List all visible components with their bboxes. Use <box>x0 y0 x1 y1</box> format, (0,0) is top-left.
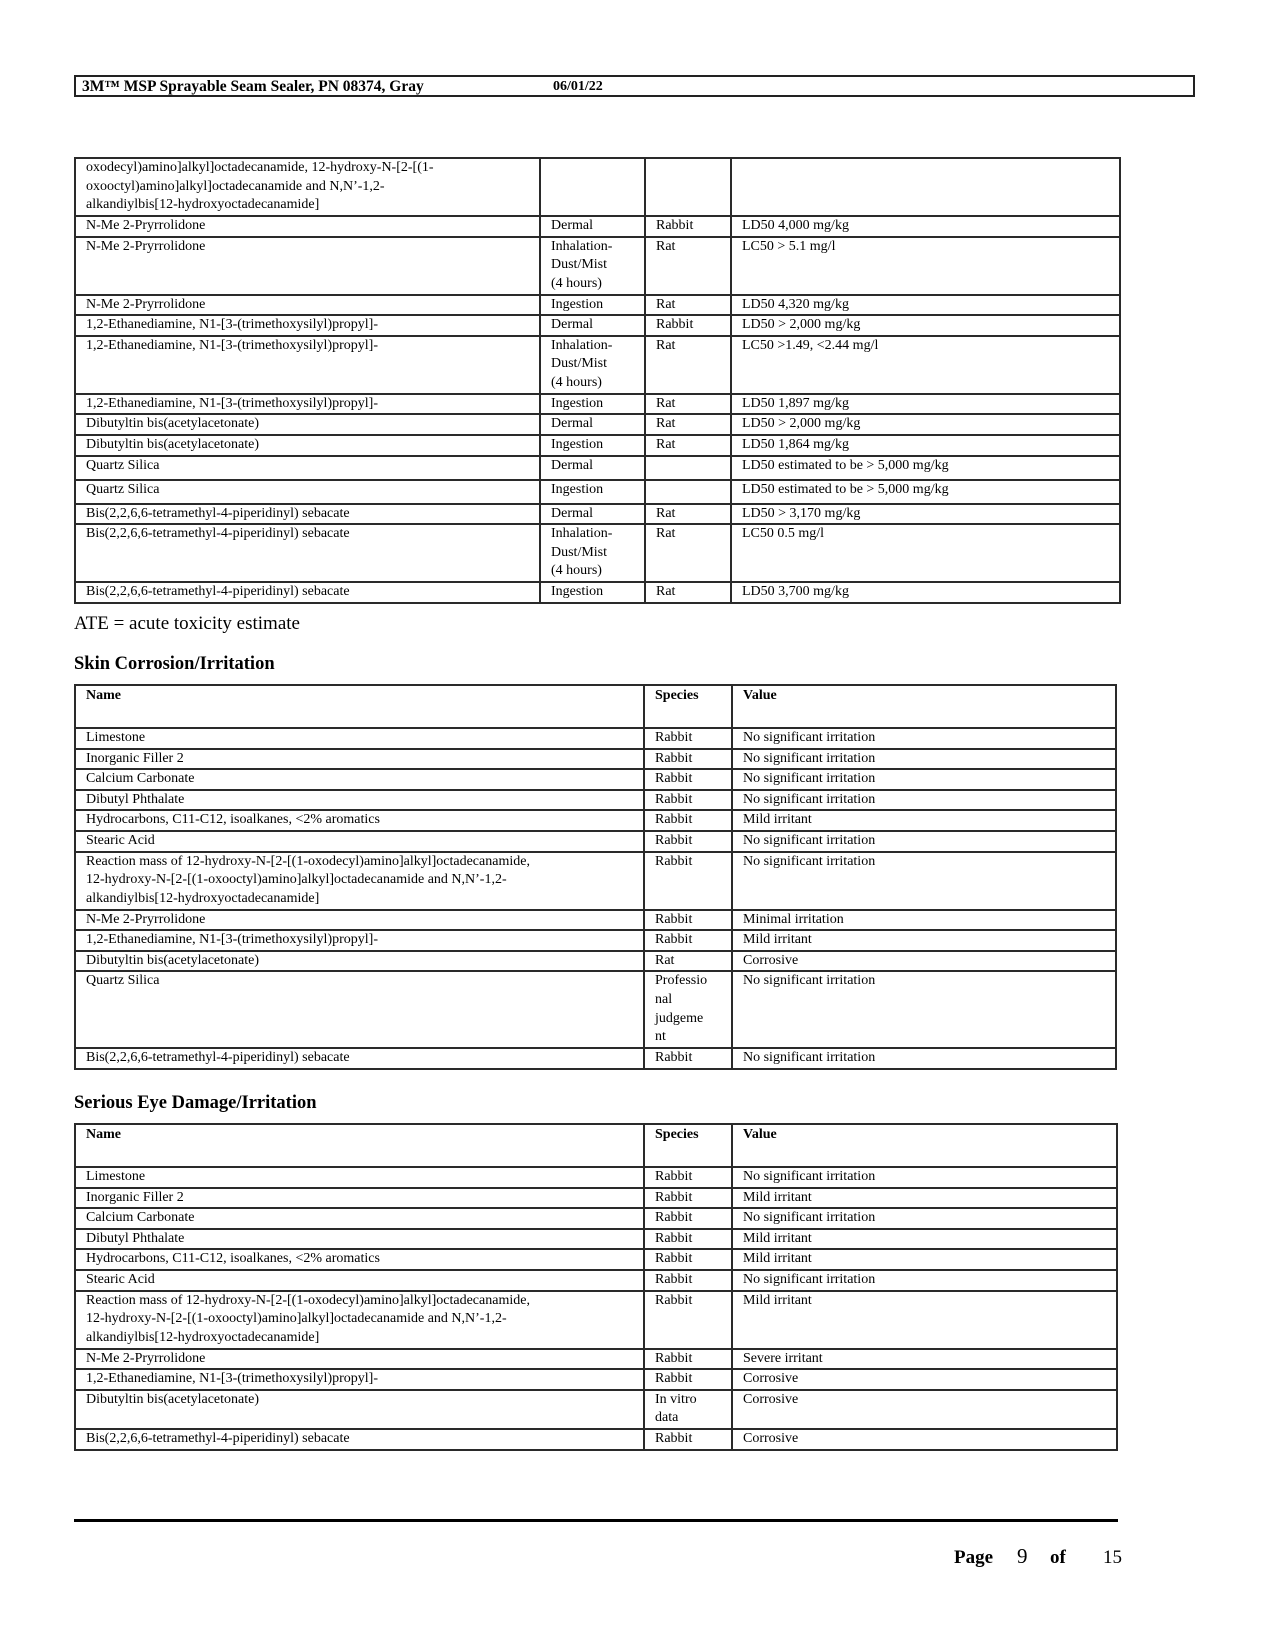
cell-name: Bis(2,2,6,6-tetramethyl-4-piperidinyl) sebacate <box>75 1429 644 1450</box>
table-row <box>75 456 1120 480</box>
table-header-row <box>75 685 1116 728</box>
cell-value: LD50 > 2,000 mg/kg <box>731 315 1120 336</box>
cell-species: Rat <box>645 504 731 525</box>
table-row <box>75 237 1120 295</box>
cell-route: Dermal <box>540 315 645 336</box>
table-row <box>75 1390 1117 1429</box>
cell-value: No significant irritation <box>732 1048 1116 1069</box>
cell-species: Rabbit <box>644 852 732 910</box>
page-label: Page <box>954 1547 994 1568</box>
cell-value: LC50 0.5 mg/l <box>731 524 1120 582</box>
cell-species: Professio nal judgeme nt <box>644 971 732 1048</box>
cell-value: LD50 3,700 mg/kg <box>731 582 1120 603</box>
cell-value: Mild irritant <box>732 930 1116 951</box>
page-number: 9 <box>1017 1544 1028 1568</box>
cell-species: Rabbit <box>644 1270 732 1291</box>
cell-name: Inorganic Filler 2 <box>75 1188 644 1209</box>
cell-value: No significant irritation <box>732 1270 1117 1291</box>
table-row <box>75 1208 1117 1229</box>
cell-species: Rabbit <box>644 810 732 831</box>
cell-name: 1,2-Ethanediamine, N1-[3-(trimethoxysilyl)propyl]- <box>75 315 540 336</box>
cell-route: Dermal <box>540 216 645 237</box>
table-row <box>75 524 1120 582</box>
cell-species: Rabbit <box>644 1208 732 1229</box>
table-row <box>75 1048 1116 1069</box>
cell-name: Reaction mass of 12-hydroxy-N-[2-[(1-oxodecyl)amino]alkyl]octadecanamide, 12-hydroxy-N-[2-[(1-oxooctyl)amino]alkyl]octadecanamide and N,N’-1,2- alkandiylbis[12-hydroxyoctadecanamide] <box>75 852 644 910</box>
cell-value: No significant irritation <box>732 1167 1117 1188</box>
table-row <box>75 158 1120 216</box>
cell-value: Mild irritant <box>732 1291 1117 1349</box>
table-row <box>75 1270 1117 1291</box>
cell-name: Bis(2,2,6,6-tetramethyl-4-piperidinyl) sebacate <box>75 1048 644 1069</box>
table-row <box>75 336 1120 394</box>
cell-name: N-Me 2-Pryrrolidone <box>75 910 644 931</box>
cell-species: Rabbit <box>644 831 732 852</box>
table-row <box>75 769 1116 790</box>
column-header-species: Species <box>644 1124 732 1167</box>
table-row <box>75 315 1120 336</box>
cell-species: Rabbit <box>644 769 732 790</box>
table-row <box>75 971 1116 1048</box>
column-header-name: Name <box>75 685 644 728</box>
cell-species: Rabbit <box>644 749 732 770</box>
cell-name: Dibutyltin bis(acetylacetonate) <box>75 435 540 456</box>
cell-species: Rabbit <box>644 1229 732 1250</box>
cell-species: Rabbit <box>644 930 732 951</box>
cell-route: Inhalation- Dust/Mist (4 hours) <box>540 336 645 394</box>
cell-name: Bis(2,2,6,6-tetramethyl-4-piperidinyl) sebacate <box>75 582 540 603</box>
cell-value: No significant irritation <box>732 831 1116 852</box>
cell-species: Rat <box>645 435 731 456</box>
cell-value: Severe irritant <box>732 1349 1117 1370</box>
cell-species: Rabbit <box>644 1369 732 1390</box>
table-header-row <box>75 1124 1117 1167</box>
table-row <box>75 394 1120 415</box>
cell-value: No significant irritation <box>732 769 1116 790</box>
cell-value: LD50 4,320 mg/kg <box>731 295 1120 316</box>
eye-section-title: Serious Eye Damage/Irritation <box>74 1093 317 1113</box>
cell-value: LC50 > 5.1 mg/l <box>731 237 1120 295</box>
cell-species: Rabbit <box>645 315 731 336</box>
footer-divider <box>74 1519 1118 1522</box>
cell-name: 1,2-Ethanediamine, N1-[3-(trimethoxysilyl)propyl]- <box>75 336 540 394</box>
cell-name: 1,2-Ethanediamine, N1-[3-(trimethoxysilyl)propyl]- <box>75 930 644 951</box>
cell-route: Ingestion <box>540 435 645 456</box>
column-header-value: Value <box>732 685 1116 728</box>
cell-name: Quartz Silica <box>75 971 644 1048</box>
cell-value: No significant irritation <box>732 749 1116 770</box>
cell-route: Dermal <box>540 456 645 480</box>
cell-species: Rabbit <box>644 1167 732 1188</box>
table-row <box>75 504 1120 525</box>
cell-name: Bis(2,2,6,6-tetramethyl-4-piperidinyl) sebacate <box>75 504 540 525</box>
table-row <box>75 1291 1117 1349</box>
table-row <box>75 810 1116 831</box>
cell-name: Calcium Carbonate <box>75 1208 644 1229</box>
cell-route: Dermal <box>540 414 645 435</box>
cell-value: Minimal irritation <box>732 910 1116 931</box>
cell-species <box>645 158 731 216</box>
cell-value: Mild irritant <box>732 810 1116 831</box>
cell-name: Hydrocarbons, C11-C12, isoalkanes, <2% aromatics <box>75 1249 644 1270</box>
cell-name: Dibutyl Phthalate <box>75 790 644 811</box>
document-title: 3M™ MSP Sprayable Seam Sealer, PN 08374, Gray <box>82 78 424 95</box>
cell-species: Rabbit <box>644 910 732 931</box>
cell-value: Corrosive <box>732 951 1116 972</box>
cell-name: Limestone <box>75 728 644 749</box>
table-row <box>75 728 1116 749</box>
cell-value: No significant irritation <box>732 852 1116 910</box>
cell-route: Dermal <box>540 504 645 525</box>
cell-species: Rabbit <box>644 1188 732 1209</box>
table-row <box>75 582 1120 603</box>
table-row <box>75 295 1120 316</box>
table-row <box>75 790 1116 811</box>
table-row <box>75 831 1116 852</box>
cell-value: LC50 >1.49, <2.44 mg/l <box>731 336 1120 394</box>
table-row <box>75 1167 1117 1188</box>
skin-irritation-table <box>74 684 1117 1070</box>
table-row <box>75 930 1116 951</box>
cell-species: Rabbit <box>644 1291 732 1349</box>
cell-species: Rat <box>645 414 731 435</box>
cell-species: In vitro data <box>644 1390 732 1429</box>
table-row <box>75 1429 1117 1450</box>
table-row <box>75 1369 1117 1390</box>
cell-value: No significant irritation <box>732 971 1116 1048</box>
cell-value: LD50 estimated to be > 5,000 mg/kg <box>731 456 1120 480</box>
cell-value: LD50 > 3,170 mg/kg <box>731 504 1120 525</box>
cell-name: Quartz Silica <box>75 480 540 504</box>
cell-value: LD50 1,864 mg/kg <box>731 435 1120 456</box>
cell-species <box>645 456 731 480</box>
cell-species <box>645 480 731 504</box>
table-row <box>75 435 1120 456</box>
cell-species: Rabbit <box>644 728 732 749</box>
table-row <box>75 480 1120 504</box>
cell-name: Calcium Carbonate <box>75 769 644 790</box>
table-row <box>75 414 1120 435</box>
cell-name: Inorganic Filler 2 <box>75 749 644 770</box>
cell-species: Rabbit <box>644 790 732 811</box>
ate-footnote: ATE = acute toxicity estimate <box>74 613 300 634</box>
cell-route: Ingestion <box>540 582 645 603</box>
cell-route <box>540 158 645 216</box>
cell-name: Dibutyltin bis(acetylacetonate) <box>75 414 540 435</box>
cell-value: Mild irritant <box>732 1249 1117 1270</box>
cell-name: N-Me 2-Pryrrolidone <box>75 216 540 237</box>
column-header-value: Value <box>732 1124 1117 1167</box>
cell-value: LD50 4,000 mg/kg <box>731 216 1120 237</box>
cell-value: Mild irritant <box>732 1188 1117 1209</box>
cell-value: Corrosive <box>732 1429 1117 1450</box>
cell-value: LD50 1,897 mg/kg <box>731 394 1120 415</box>
cell-species: Rat <box>644 951 732 972</box>
cell-species: Rabbit <box>644 1048 732 1069</box>
cell-route: Ingestion <box>540 480 645 504</box>
table-row <box>75 910 1116 931</box>
cell-species: Rabbit <box>644 1249 732 1270</box>
acute-toxicity-table <box>74 157 1121 604</box>
cell-name: N-Me 2-Pryrrolidone <box>75 295 540 316</box>
cell-species: Rabbit <box>645 216 731 237</box>
cell-name: oxodecyl)amino]alkyl]octadecanamide, 12-hydroxy-N-[2-[(1- oxooctyl)amino]alkyl]octadecanamide and N,N’-1,2- alkandiylbis[12-hydroxyoctadecanamide] <box>75 158 540 216</box>
cell-species: Rat <box>645 336 731 394</box>
column-header-name: Name <box>75 1124 644 1167</box>
cell-value: No significant irritation <box>732 728 1116 749</box>
cell-species: Rat <box>645 582 731 603</box>
cell-name: Reaction mass of 12-hydroxy-N-[2-[(1-oxodecyl)amino]alkyl]octadecanamide, 12-hydroxy-N-[2-[(1-oxooctyl)amino]alkyl]octadecanamide and N,N’-1,2- alkandiylbis[12-hydroxyoctadecanamide] <box>75 1291 644 1349</box>
cell-species: Rat <box>645 394 731 415</box>
cell-species: Rat <box>645 295 731 316</box>
table-row <box>75 951 1116 972</box>
cell-name: Limestone <box>75 1167 644 1188</box>
table-row <box>75 749 1116 770</box>
skin-section-title: Skin Corrosion/Irritation <box>74 654 275 674</box>
cell-name: Hydrocarbons, C11-C12, isoalkanes, <2% aromatics <box>75 810 644 831</box>
cell-value: Corrosive <box>732 1390 1117 1429</box>
cell-name: Dibutyltin bis(acetylacetonate) <box>75 951 644 972</box>
cell-name: Dibutyltin bis(acetylacetonate) <box>75 1390 644 1429</box>
table-row <box>75 1349 1117 1370</box>
cell-route: Ingestion <box>540 394 645 415</box>
total-pages: 15 <box>1103 1547 1122 1568</box>
cell-name: N-Me 2-Pryrrolidone <box>75 1349 644 1370</box>
cell-value: No significant irritation <box>732 1208 1117 1229</box>
cell-name: Bis(2,2,6,6-tetramethyl-4-piperidinyl) sebacate <box>75 524 540 582</box>
cell-name: Stearic Acid <box>75 831 644 852</box>
table-row <box>75 1229 1117 1250</box>
table-row <box>75 852 1116 910</box>
eye-irritation-table <box>74 1123 1118 1451</box>
column-header-species: Species <box>644 685 732 728</box>
cell-name: Stearic Acid <box>75 1270 644 1291</box>
table-row <box>75 1188 1117 1209</box>
cell-value: Corrosive <box>732 1369 1117 1390</box>
cell-species: Rabbit <box>644 1429 732 1450</box>
document-date: 06/01/22 <box>553 79 603 94</box>
cell-species: Rat <box>645 524 731 582</box>
table-row <box>75 216 1120 237</box>
of-label: of <box>1050 1547 1066 1568</box>
cell-route: Inhalation- Dust/Mist (4 hours) <box>540 524 645 582</box>
cell-name: 1,2-Ethanediamine, N1-[3-(trimethoxysilyl)propyl]- <box>75 1369 644 1390</box>
cell-value <box>731 158 1120 216</box>
cell-value: LD50 > 2,000 mg/kg <box>731 414 1120 435</box>
cell-value: No significant irritation <box>732 790 1116 811</box>
document-header <box>74 75 1195 97</box>
cell-route: Inhalation- Dust/Mist (4 hours) <box>540 237 645 295</box>
cell-species: Rat <box>645 237 731 295</box>
cell-name: N-Me 2-Pryrrolidone <box>75 237 540 295</box>
cell-value: LD50 estimated to be > 5,000 mg/kg <box>731 480 1120 504</box>
cell-name: Dibutyl Phthalate <box>75 1229 644 1250</box>
table-row <box>75 1249 1117 1270</box>
cell-name: Quartz Silica <box>75 456 540 480</box>
cell-name: 1,2-Ethanediamine, N1-[3-(trimethoxysilyl)propyl]- <box>75 394 540 415</box>
cell-route: Ingestion <box>540 295 645 316</box>
cell-value: Mild irritant <box>732 1229 1117 1250</box>
cell-species: Rabbit <box>644 1349 732 1370</box>
